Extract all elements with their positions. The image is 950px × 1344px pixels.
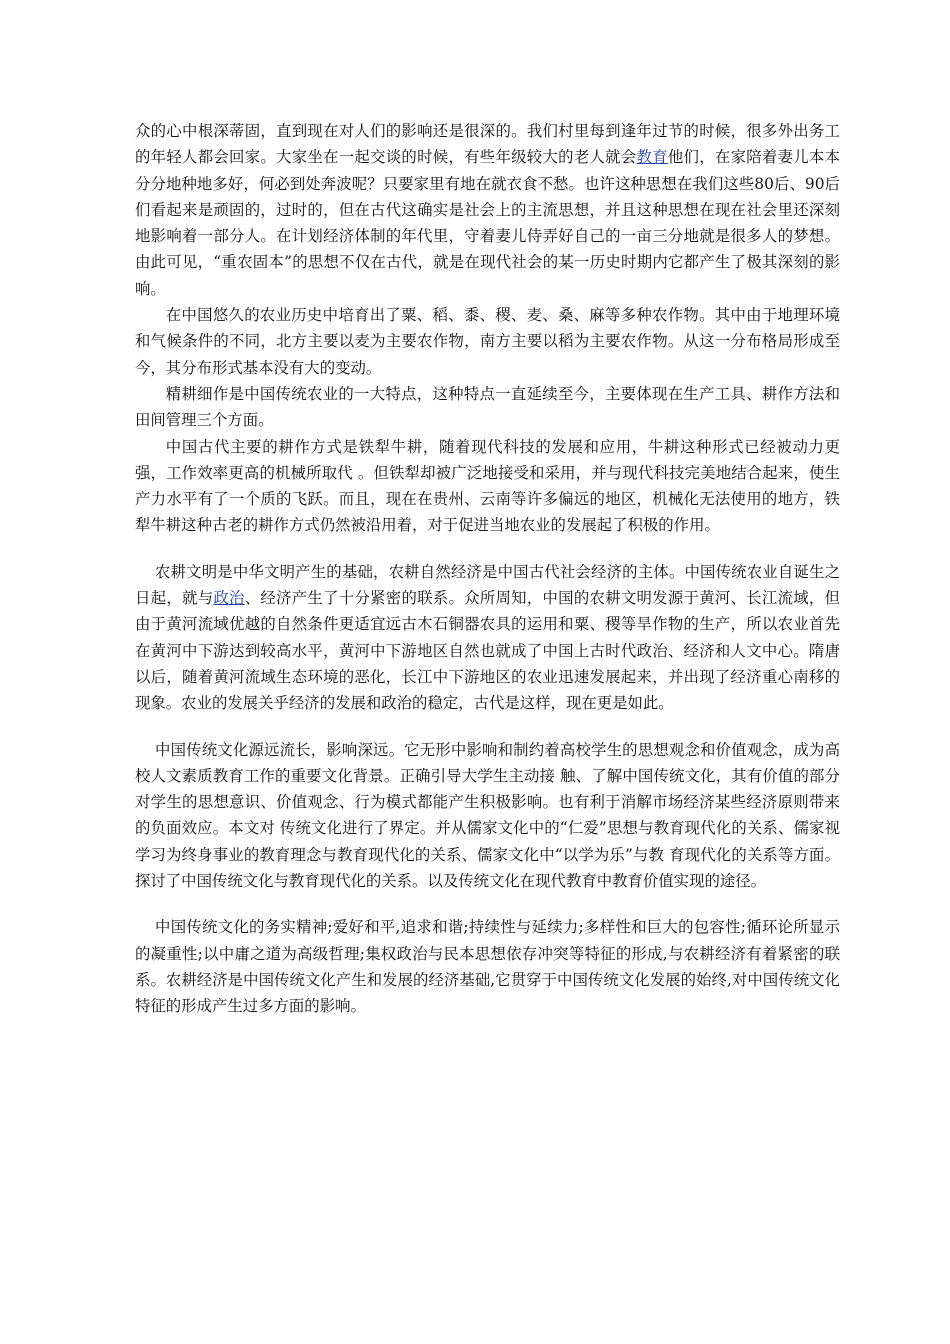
link-education[interactable]: 教育: [636, 148, 668, 167]
document-body: [135, 118, 840, 1020]
paragraph-farming-civilization: [135, 559, 840, 717]
paragraph-text: 农耕文明是中华文明产生的基础，农耕自然经济是中国古代社会经济的主体。中国传统农业自诞生之日起，就与: [135, 562, 840, 608]
paragraph-text: 众的心中根深蒂固，直到现在对人们的影响还是很深的。我们村里每到逢年过节的时候，很多外出务工的年轻人都会回家。大家坐在一起交谈的时候，有些年级较大的老人就会: [135, 122, 840, 167]
paragraph-rural-tradition: [135, 118, 840, 302]
paragraph-traditional-culture-education: 中国传统文化源远流长，影响深远。它无形中影响和制约着高校学生的思想观念和价值观念，成为高校人文素质教育工作的重要文化背景。正确引导大学生主动接 触、了解中国传统文化，其有价值的部分对学生的思想意识、价值观念、行为模式都能产生积极影响。也有利于消解市场经济某些经济原则带来的负面效应。本文对 传统文化进行了界定。并从儒家文化中的“仁爱”思想与教育现代化的关系、儒家视学习为终身事业的教育理念与教育现代化的关系、儒家文化中“以学为乐”与教 育现代化的关系等方面。探讨了中国传统文化与教育现代化的关系。以及传统文化在现代教育中教育价值实现的途径。: [135, 740, 840, 891]
paragraph-plough: 中国古代主要的耕作方式是铁犁牛耕，随着现代科技的发展和应用，牛耕这种形式已经被动力更强，工作效率更高的机械所取代 。但铁犁却被广泛地接受和采用，并与现代科技完美地结合起来，使生产力水平有了一个质的飞跃。而且，现在在贵州、云南等许多偏远的地区，机械化无法使用的地方，铁犁牛耕这种古老的耕作方式仍然被沿用着，对于促进当地农业的发展起了积极的作用。: [135, 437, 840, 535]
link-politics[interactable]: 政治: [213, 589, 245, 608]
paragraph-culture-characteristics: 中国传统文化的务实精神;爱好和平,追求和谐;持续性与延续力;多样性和巨大的包容性;循环论所显示的凝重性;以中庸之道为高级哲理;集权政治与民本思想依存冲突等特征的形成,与农耕经济有着紧密的联系。农耕经济是中国传统文化产生和发展的经济基础,它贯穿于中国传统文化发展的始终,对中国传统文化特征的形成产生过多方面的影响。: [135, 918, 840, 1016]
paragraph-intensive-farming: 精耕细作是中国传统农业的一大特点，这种特点一直延续至今，主要体现在生产工具、耕作方法和田间管理三个方面。: [135, 384, 840, 430]
paragraph-crops: 在中国悠久的农业历史中培育出了粟、稻、黍、稷、麦、桑、麻等多种农作物。其中由于地理环境和气候条件的不同，北方主要以麦为主要农作物，南方主要以稻为主要农作物。从这一分布格局形成至今，其分布形式基本没有大的变动。: [135, 306, 840, 377]
paragraph-text: 、经济产生了十分紧密的联系。众所周知，中国的农耕文明发源于黄河、长江流域，但由于黄河流域优越的自然条件更适宜远古木石铜器农具的运用和粟、稷等旱作物的生产，所以农业首先在黄河中下游达到较高水平，黄河中下游地区自然也就成了中国上古时代政治、经济和人文中心。隋唐以后，随着黄河流域生态环境的恶化，长江中下游地区的农业迅速发展起来，并出现了经济重心南移的现象。农业的发展关乎经济的发展和政治的稳定，古代是这样，现在更是如此。: [135, 589, 840, 713]
paragraph-text: 他们，在家陪着妻儿本本分分地种地多好，何必到处奔波呢？只要家里有地在就衣食不愁。也许这种思想在我们这些80后、90后们看起来是顽固的，过时的，但在古代这确实是社会上的主流思想，并且这种思想在现在社会里还深刻地影响着一部分人。在计划经济体制的年代里，守着妻儿侍弄好自己的一亩三分地就是很多人的梦想。由此可见，“重农固本”的思想不仅在古代，就是在现代社会的某一历史时期内它都产生了极其深刻的影响。: [135, 148, 840, 298]
